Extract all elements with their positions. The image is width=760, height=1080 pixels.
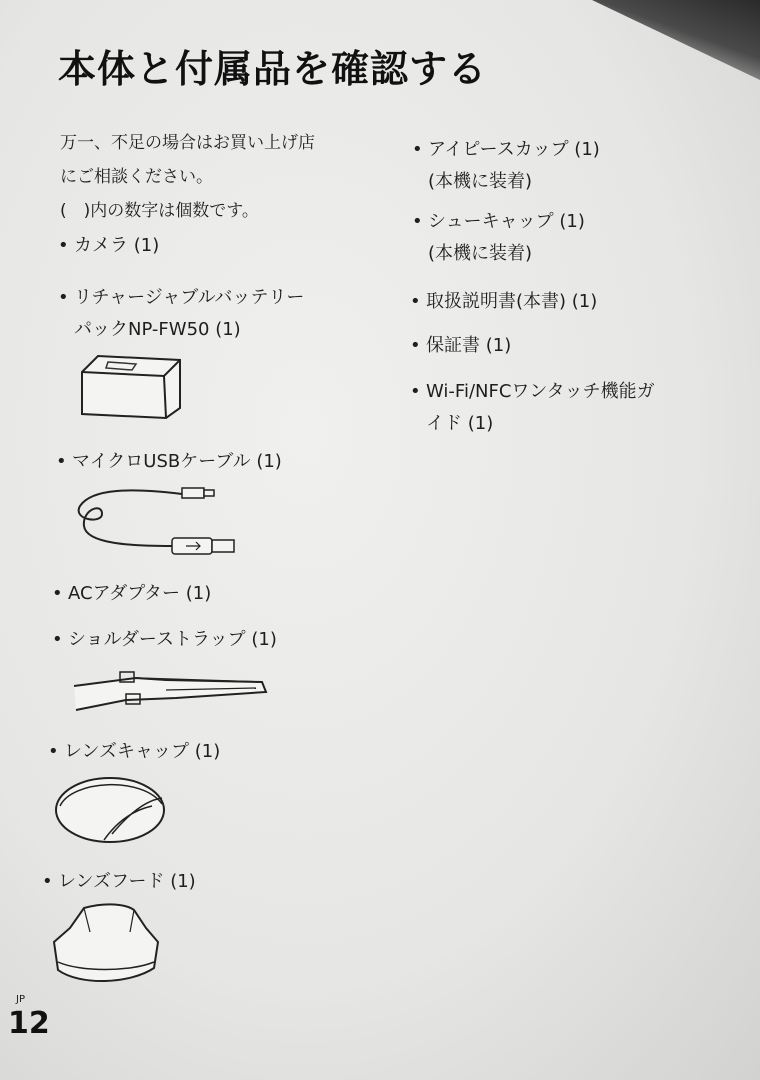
intro-text	[60, 126, 380, 228]
list-item-shoe-cap: • シューキャップ (1) (本機に装着)	[412, 206, 585, 270]
item-label: マイクロUSBケーブル (1)	[72, 451, 282, 472]
list-item-manual: • 取扱説明書(本書) (1)	[410, 291, 598, 312]
lens-cap-illustration	[52, 770, 168, 846]
item-label: ACアダプター (1)	[68, 583, 212, 604]
intro-line: 万一、不足の場合はお買い上げ店	[60, 133, 315, 153]
item-label: レンズキャップ (1)	[64, 741, 221, 762]
item-label-cont: イド (1)	[426, 413, 494, 434]
list-item-ac-adapter: • ACアダプター (1)	[52, 583, 212, 604]
item-label-cont: パックNP-FW50 (1)	[74, 319, 241, 340]
item-label-cont: (本機に装着)	[428, 171, 533, 192]
item-label: ショルダーストラップ (1)	[68, 629, 277, 650]
battery-illustration	[76, 350, 186, 422]
item-label: アイピースカップ (1)	[428, 139, 600, 160]
usb-cable-illustration	[72, 480, 240, 560]
list-item-lens-hood: • レンズフード (1)	[42, 871, 196, 892]
item-label: 保証書 (1)	[426, 335, 512, 356]
list-item-wifi-nfc-guide: • Wi-Fi/NFCワンタッチ機能ガ イド (1)	[410, 376, 655, 440]
item-label: レンズフード (1)	[58, 871, 196, 892]
list-item-usb-cable: • マイクロUSBケーブル (1)	[56, 451, 282, 472]
shoulder-strap-illustration	[66, 660, 276, 718]
item-label: リチャージャブルバッテリー	[74, 287, 305, 308]
lens-hood-illustration	[50, 902, 162, 990]
page-number: 12	[8, 1006, 50, 1041]
item-label: シューキャップ (1)	[428, 211, 585, 232]
item-label: Wi-Fi/NFCワンタッチ機能ガ	[426, 381, 655, 402]
item-label-cont: (本機に装着)	[428, 243, 533, 264]
list-item-eyepiece-cup: • アイピースカップ (1) (本機に装着)	[412, 134, 600, 198]
list-item-battery: • リチャージャブルバッテリー パックNP-FW50 (1)	[58, 282, 304, 346]
intro-line: ( )内の数字は個数です。	[60, 201, 259, 221]
list-item-camera: • カメラ (1)	[58, 235, 160, 256]
list-item-lens-cap: • レンズキャップ (1)	[48, 741, 221, 762]
intro-line: にご相談ください。	[60, 167, 213, 187]
page-language-label: JP	[16, 994, 25, 1005]
list-item-shoulder-strap: • ショルダーストラップ (1)	[52, 629, 277, 650]
item-label: カメラ (1)	[74, 235, 160, 256]
page-corner-shadow	[520, 0, 760, 80]
list-item-warranty: • 保証書 (1)	[410, 335, 512, 356]
page-title: 本体と付属品を確認する	[58, 47, 488, 91]
item-label: 取扱説明書(本書) (1)	[426, 291, 598, 312]
